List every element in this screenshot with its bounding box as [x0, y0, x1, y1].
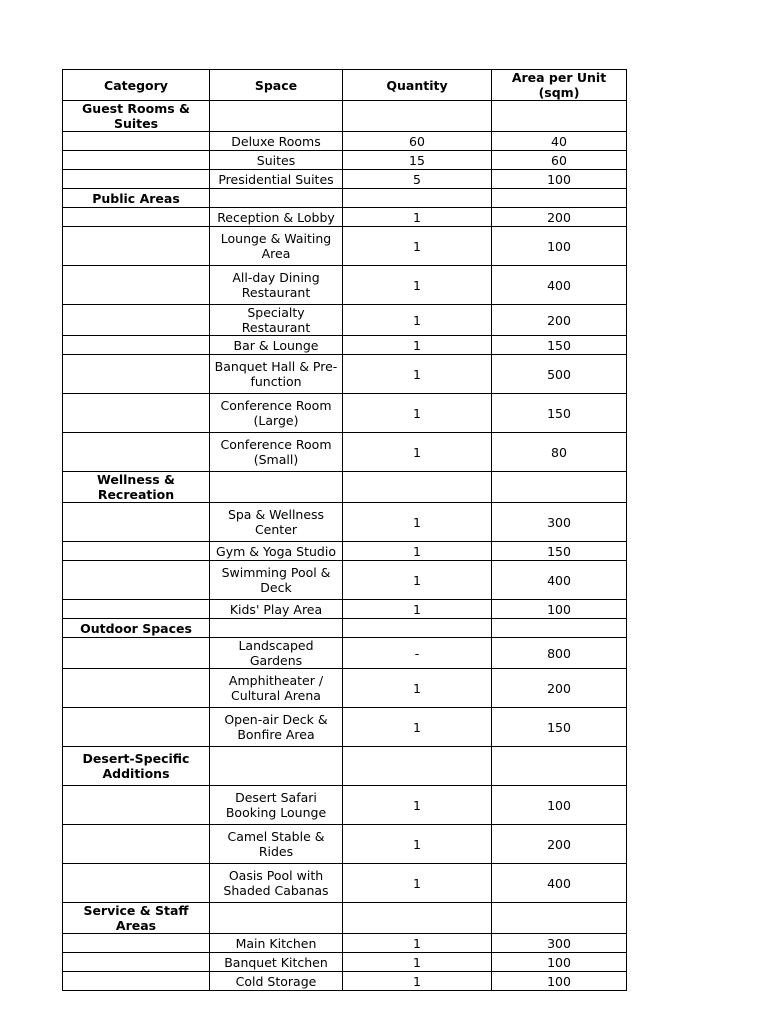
row-area-cell: 80	[492, 433, 627, 472]
row-area-cell: 300	[492, 934, 627, 953]
row-quantity-cell: 1	[343, 934, 492, 953]
table-row	[63, 132, 627, 151]
row-space-cell: Kids' Play Area	[210, 600, 343, 619]
row-area-cell	[492, 101, 627, 132]
row-quantity-cell: 1	[343, 227, 492, 266]
row-category-cell: Public Areas	[63, 189, 210, 208]
table-row	[63, 825, 627, 864]
table-row	[63, 600, 627, 619]
row-quantity-cell: 1	[343, 208, 492, 227]
row-quantity-cell: 1	[343, 394, 492, 433]
row-category-cell	[63, 503, 210, 542]
row-quantity-cell: 1	[343, 336, 492, 355]
row-quantity-cell: 60	[343, 132, 492, 151]
row-category-cell: Guest Rooms & Suites	[63, 101, 210, 132]
table-row	[63, 864, 627, 903]
row-space-cell: Suites	[210, 151, 343, 170]
table-row	[63, 394, 627, 433]
table-row	[63, 355, 627, 394]
row-quantity-cell	[343, 747, 492, 786]
row-space-cell: Open-air Deck & Bonfire Area	[210, 708, 343, 747]
table-row	[63, 934, 627, 953]
row-space-cell: Desert Safari Booking Lounge	[210, 786, 343, 825]
table-row	[63, 542, 627, 561]
table-row	[63, 170, 627, 189]
row-area-cell: 150	[492, 542, 627, 561]
row-area-cell: 100	[492, 600, 627, 619]
table-row	[63, 433, 627, 472]
row-category-cell	[63, 972, 210, 991]
row-space-cell	[210, 903, 343, 934]
row-area-cell	[492, 472, 627, 503]
row-area-cell	[492, 619, 627, 638]
row-quantity-cell: 5	[343, 170, 492, 189]
row-category-cell	[63, 336, 210, 355]
row-category-cell	[63, 864, 210, 903]
row-category-cell: Service & Staff Areas	[63, 903, 210, 934]
row-space-cell: Main Kitchen	[210, 934, 343, 953]
row-space-cell: Specialty Restaurant	[210, 305, 343, 336]
table-row	[63, 208, 627, 227]
row-area-cell: 60	[492, 151, 627, 170]
row-space-cell: Deluxe Rooms	[210, 132, 343, 151]
row-category-cell	[63, 561, 210, 600]
table-row	[63, 151, 627, 170]
row-area-cell: 800	[492, 638, 627, 669]
row-quantity-cell: 1	[343, 305, 492, 336]
row-category-cell	[63, 433, 210, 472]
row-area-cell: 40	[492, 132, 627, 151]
row-area-cell: 200	[492, 305, 627, 336]
row-quantity-cell: 1	[343, 669, 492, 708]
row-space-cell	[210, 472, 343, 503]
table-row	[63, 503, 627, 542]
row-space-cell: Reception & Lobby	[210, 208, 343, 227]
row-quantity-cell: 1	[343, 600, 492, 619]
header-category: Category	[63, 70, 210, 101]
row-quantity-cell	[343, 101, 492, 132]
row-quantity-cell	[343, 472, 492, 503]
category-row	[63, 619, 627, 638]
row-quantity-cell: 1	[343, 503, 492, 542]
row-category-cell: Outdoor Spaces	[63, 619, 210, 638]
row-category-cell: Wellness & Recreation	[63, 472, 210, 503]
table-row	[63, 669, 627, 708]
row-quantity-cell: 1	[343, 825, 492, 864]
row-space-cell: Bar & Lounge	[210, 336, 343, 355]
category-row	[63, 903, 627, 934]
row-area-cell: 300	[492, 503, 627, 542]
row-area-cell: 150	[492, 708, 627, 747]
row-space-cell	[210, 747, 343, 786]
row-category-cell: Desert-Specific Additions	[63, 747, 210, 786]
row-category-cell	[63, 151, 210, 170]
row-category-cell	[63, 542, 210, 561]
row-quantity-cell: 1	[343, 542, 492, 561]
row-category-cell	[63, 600, 210, 619]
row-area-cell: 400	[492, 864, 627, 903]
row-area-cell: 400	[492, 266, 627, 305]
category-row	[63, 101, 627, 132]
row-category-cell	[63, 394, 210, 433]
table-row	[63, 786, 627, 825]
row-area-cell	[492, 903, 627, 934]
row-area-cell: 200	[492, 208, 627, 227]
row-space-cell	[210, 101, 343, 132]
row-quantity-cell: 1	[343, 972, 492, 991]
row-quantity-cell: 1	[343, 708, 492, 747]
header-quantity: Quantity	[343, 70, 492, 101]
row-category-cell	[63, 227, 210, 266]
row-space-cell: Banquet Kitchen	[210, 953, 343, 972]
row-area-cell: 400	[492, 561, 627, 600]
category-row	[63, 189, 627, 208]
row-area-cell: 100	[492, 972, 627, 991]
header-space: Space	[210, 70, 343, 101]
row-quantity-cell: -	[343, 638, 492, 669]
row-space-cell: Spa & Wellness Center	[210, 503, 343, 542]
row-category-cell	[63, 825, 210, 864]
row-area-cell	[492, 189, 627, 208]
row-area-cell: 200	[492, 669, 627, 708]
table-row	[63, 972, 627, 991]
row-space-cell: Oasis Pool with Shaded Cabanas	[210, 864, 343, 903]
row-category-cell	[63, 132, 210, 151]
row-quantity-cell: 1	[343, 864, 492, 903]
row-category-cell	[63, 708, 210, 747]
row-space-cell: Lounge & Waiting Area	[210, 227, 343, 266]
row-space-cell	[210, 619, 343, 638]
header-area-per-unit: Area per Unit (sqm)	[492, 70, 627, 101]
row-quantity-cell: 1	[343, 953, 492, 972]
row-category-cell	[63, 953, 210, 972]
row-space-cell: All-day Dining Restaurant	[210, 266, 343, 305]
row-quantity-cell: 1	[343, 433, 492, 472]
row-quantity-cell: 1	[343, 266, 492, 305]
row-area-cell: 100	[492, 953, 627, 972]
row-space-cell	[210, 189, 343, 208]
row-quantity-cell: 1	[343, 786, 492, 825]
table-row	[63, 561, 627, 600]
row-space-cell: Presidential Suites	[210, 170, 343, 189]
row-space-cell: Camel Stable & Rides	[210, 825, 343, 864]
row-area-cell: 100	[492, 170, 627, 189]
row-category-cell	[63, 638, 210, 669]
row-space-cell: Conference Room (Small)	[210, 433, 343, 472]
space-program-table	[62, 69, 627, 991]
category-row	[63, 472, 627, 503]
row-quantity-cell: 1	[343, 561, 492, 600]
row-category-cell	[63, 305, 210, 336]
table-row	[63, 336, 627, 355]
row-category-cell	[63, 934, 210, 953]
table-body	[63, 101, 627, 991]
table-row	[63, 953, 627, 972]
table-row	[63, 266, 627, 305]
row-space-cell: Landscaped Gardens	[210, 638, 343, 669]
row-quantity-cell	[343, 189, 492, 208]
category-row	[63, 747, 627, 786]
row-area-cell: 500	[492, 355, 627, 394]
row-area-cell: 200	[492, 825, 627, 864]
row-space-cell: Cold Storage	[210, 972, 343, 991]
row-area-cell: 100	[492, 786, 627, 825]
row-category-cell	[63, 669, 210, 708]
header-row	[63, 70, 627, 101]
row-area-cell: 100	[492, 227, 627, 266]
table-row	[63, 638, 627, 669]
row-category-cell	[63, 355, 210, 394]
row-category-cell	[63, 170, 210, 189]
row-area-cell	[492, 747, 627, 786]
row-quantity-cell: 1	[343, 355, 492, 394]
row-category-cell	[63, 208, 210, 227]
row-category-cell	[63, 786, 210, 825]
row-space-cell: Conference Room (Large)	[210, 394, 343, 433]
row-quantity-cell: 15	[343, 151, 492, 170]
row-quantity-cell	[343, 619, 492, 638]
table-row	[63, 305, 627, 336]
row-category-cell	[63, 266, 210, 305]
row-space-cell: Gym & Yoga Studio	[210, 542, 343, 561]
row-space-cell: Banquet Hall & Pre-function	[210, 355, 343, 394]
row-space-cell: Amphitheater / Cultural Arena	[210, 669, 343, 708]
row-area-cell: 150	[492, 394, 627, 433]
table-row	[63, 708, 627, 747]
table-row	[63, 227, 627, 266]
row-space-cell: Swimming Pool & Deck	[210, 561, 343, 600]
row-quantity-cell	[343, 903, 492, 934]
row-area-cell: 150	[492, 336, 627, 355]
